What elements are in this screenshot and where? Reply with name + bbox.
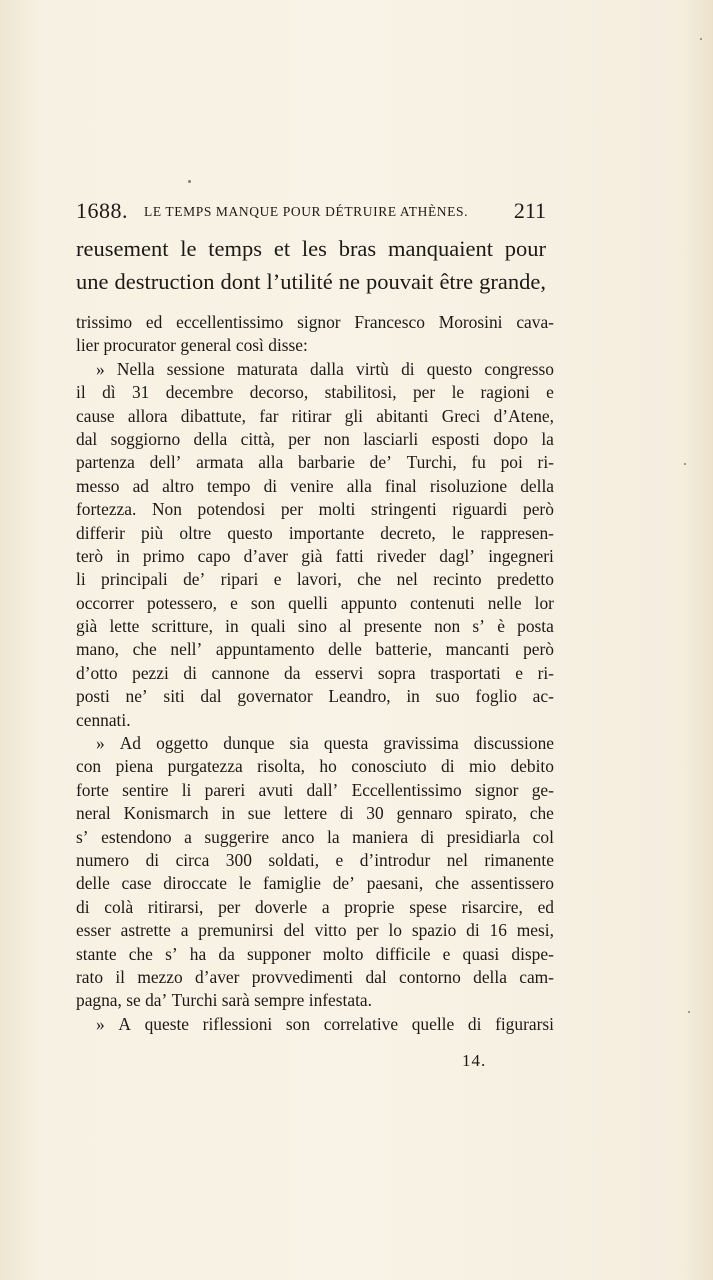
running-head-year: 1688. xyxy=(76,198,128,223)
quote-line: partenza dell’ armata alla barbarie de’ Turchi, fu poi ri- xyxy=(76,452,554,473)
paper-speck xyxy=(688,1011,690,1013)
quoted-document xyxy=(76,311,554,1036)
quote-line: d’otto pezzi di cannone da esservi sopra trasportati e ri- xyxy=(76,662,554,683)
quote-line: messo ad altro tempo di venire alla final risoluzione della xyxy=(76,475,554,496)
quote-line: posti ne’ siti dal governator Leandro, in suo foglio ac- xyxy=(76,686,554,707)
quote-line: con piena purgatezza risolta, ho conosciuto di mio debito xyxy=(76,756,554,777)
quote-line: occorrer potessero, e son quelli appunto contenuti nelle lor xyxy=(76,592,554,613)
main-text xyxy=(76,232,546,298)
main-text-line: reusement le temps et les bras manquaient pour xyxy=(76,236,546,261)
quote-line: cause allora dibattute, far ritirar gli abitanti Greci d’Atene, xyxy=(76,405,554,426)
quote-line: differir più oltre questo importante decreto, le rappresen- xyxy=(76,522,554,543)
quote-line: rato il mezzo d’aver provvedimenti dal contorno della cam- xyxy=(76,966,554,987)
quote-line: » Ad oggetto dunque sia questa gravissima discussione xyxy=(96,733,554,754)
quote-line: cennati. xyxy=(76,709,131,730)
paper-speck xyxy=(700,38,702,40)
quote-line: esser astrette a premunirsi del vitto per lo spazio di 16 mesi, xyxy=(76,920,554,941)
main-text-line: une destruction dont l’utilité ne pouvait être grande, xyxy=(76,269,546,294)
quote-line: s’ estendono a suggerire anco la maniera di presidiarla col xyxy=(76,826,554,847)
paper-speck xyxy=(188,180,191,183)
quote-line: neral Konismarch in sue lettere di 30 gennaro spirato, che xyxy=(76,803,554,824)
quote-line: forte sentire li pareri avuti dall’ Eccellentissimo signor ge- xyxy=(76,779,554,800)
quote-line: lier procurator general così disse: xyxy=(76,335,308,356)
quote-line: pagna, se da’ Turchi sarà sempre infestata. xyxy=(76,990,372,1011)
quote-line: fortezza. Non potendosi per molti stringenti riguardi però xyxy=(76,499,554,520)
quote-line: dal soggiorno della città, per non lasciarli esposti dopo la xyxy=(76,428,554,449)
quote-line: terò in primo capo d’aver già fatti riveder dagl’ ingegneri xyxy=(76,545,554,566)
quote-line: stante che s’ ha da supponer molto difficile e quasi dispe- xyxy=(76,943,554,964)
quote-line: li principali de’ ripari e lavori, che nel recinto predetto xyxy=(76,569,554,590)
quote-line: di colà ritirarsi, per doverle a proprie spese risarcire, ed xyxy=(76,896,554,917)
quote-line: delle case diroccate le famiglie de’ paesani, che assentissero xyxy=(76,873,554,894)
quote-line: » Nella sessione maturata dalla virtù di questo congresso xyxy=(96,358,554,379)
quote-line: numero di circa 300 soldati, e d’introdur nel rimanente xyxy=(76,849,554,870)
running-head-title: LE TEMPS MANQUE POUR DÉTRUIRE ATHÈNES. xyxy=(144,204,469,219)
signature-mark: 14. xyxy=(462,1051,487,1070)
running-head xyxy=(76,198,546,232)
page-number: 211 xyxy=(513,198,546,223)
quote-line: già lette scritture, in quali sino al presente non s’ è posta xyxy=(76,616,554,637)
quote-line: mano, che nell’ appuntamento delle batterie, mancanti però xyxy=(76,639,554,660)
quote-line: trissimo ed eccellentissimo signor Francesco Morosini cava- xyxy=(76,312,554,332)
quote-line: il dì 31 decembre decorso, stabilitosi, per le ragioni e xyxy=(76,382,554,403)
paper-speck xyxy=(684,463,686,465)
quote-line: » A queste riflessioni son correlative quelle di figurarsi xyxy=(96,1013,554,1034)
